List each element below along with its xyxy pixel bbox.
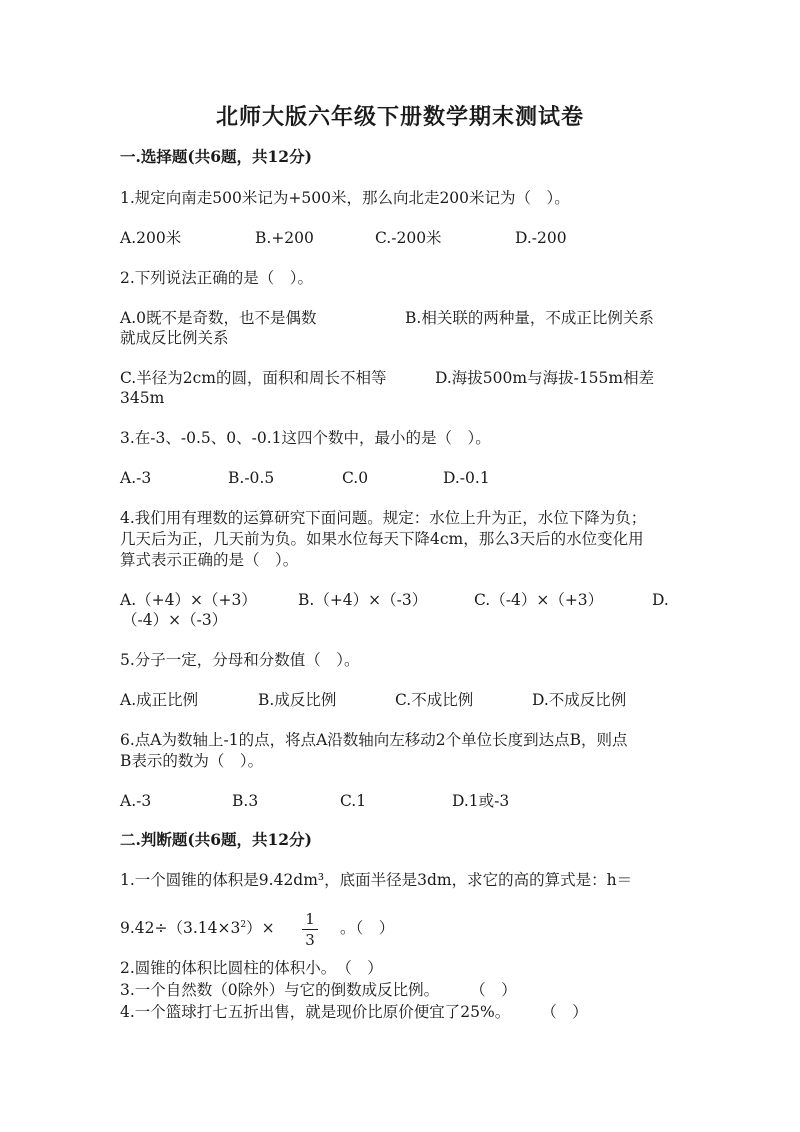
- question-5-option-a: A.成正比例: [120, 691, 199, 709]
- judge-1-expr: 9.42÷（3.14×3: [120, 919, 241, 937]
- question-1-option-c: C.-200米: [375, 229, 442, 247]
- question-4-option-b: B.（+4）×（-3）: [298, 591, 428, 609]
- page-title: 北师大版六年级下册数学期末测试卷: [215, 104, 584, 130]
- question-1-option-d: D.-200: [515, 229, 567, 247]
- question-3-stem: 3.在-3、-0.5、0、-0.1这四个数中，最小的是（ ）。: [120, 429, 491, 447]
- question-3-option-b: B.-0.5: [228, 469, 275, 487]
- judge-1-expr-tail: ）×: [246, 919, 275, 937]
- question-6-option-c: C.1: [340, 792, 367, 810]
- question-4-stem-line2: 几天后为正，几天前为负。如果水位每天下降4cm，那么3天后的水位变化用: [120, 530, 644, 548]
- question-3-option-d: D.-0.1: [443, 469, 490, 487]
- judge-3: 3.一个自然数（0除外）与它的倒数成反比例。 （ ）: [120, 981, 517, 999]
- question-6-option-b: B.3: [232, 792, 259, 810]
- question-6-stem-line2: B表示的数为（ ）。: [120, 752, 264, 770]
- question-2-option-c: C.半径为2cm的圆，面积和周长不相等: [120, 369, 387, 387]
- judge-1-line2: [120, 918, 275, 938]
- question-1-option-b: B.+200: [255, 229, 314, 247]
- fraction-one-third: [300, 910, 320, 949]
- section1-heading: 一.选择题(共6题，共12分): [120, 147, 312, 166]
- judge-1-line1: 1.一个圆锥的体积是9.42dm³，底面半径是3dm，求它的高的算式是：h＝: [120, 871, 633, 889]
- question-2-option-d: D.海拔500m与海拔-155m相差: [435, 369, 655, 387]
- question-6-option-a: A.-3: [120, 792, 152, 810]
- question-5-option-d: D.不成反比例: [532, 691, 627, 709]
- judge-1-exponent: 2: [240, 919, 247, 930]
- question-6-stem-line1: 6.点A为数轴上-1的点，将点A沿数轴向左移动2个单位长度到达点B，则点: [120, 731, 628, 749]
- judge-4: 4.一个篮球打七五折出售，就是现价比原价便宜了25%。 （ ）: [120, 1003, 588, 1021]
- question-1-stem: 1.规定向南走500米记为+500米，那么向北走200米记为（ ）。: [120, 189, 570, 207]
- question-4-stem-line3: 算式表示正确的是（ ）。: [120, 551, 299, 569]
- section2-heading: 二.判断题(共6题，共12分): [120, 830, 312, 849]
- question-2-stem: 2.下列说法正确的是（ ）。: [120, 269, 314, 287]
- fraction-bar: [302, 929, 318, 930]
- question-4-stem-line1: 4.我们用有理数的运算研究下面问题。规定：水位上升为正，水位下降为负；: [120, 509, 647, 527]
- question-1-option-a: A.200米: [120, 229, 182, 247]
- question-5-stem: 5.分子一定，分母和分数值（ ）。: [120, 651, 360, 669]
- question-4-option-d-cont: （-4）×（-3）: [122, 611, 228, 629]
- fraction-numerator: 1: [305, 910, 315, 928]
- question-2-option-a: A.0既不是奇数，也不是偶数: [120, 309, 317, 327]
- question-2-option-b: B.相关联的两种量，不成正比例关系: [405, 309, 654, 327]
- question-6-option-d: D.1或-3: [452, 792, 510, 810]
- question-2-option-d-cont: 345m: [120, 389, 165, 407]
- question-4-option-d: D.: [652, 591, 669, 609]
- question-3-option-c: C.0: [342, 469, 369, 487]
- judge-2: 2.圆锥的体积比圆柱的体积小。 （ ）: [120, 959, 383, 977]
- question-3-option-a: A.-3: [120, 469, 152, 487]
- judge-1-blank: 。（ ）: [340, 919, 395, 937]
- question-2-option-b-cont: 就成反比例关系: [120, 329, 229, 347]
- question-5-option-b: B.成反比例: [258, 691, 337, 709]
- fraction-denominator: 3: [305, 931, 315, 949]
- question-4-option-a: A.（+4）×（+3）: [120, 591, 257, 609]
- question-5-option-c: C.不成比例: [395, 691, 474, 709]
- question-4-option-c: C.（-4）×（+3）: [474, 591, 604, 609]
